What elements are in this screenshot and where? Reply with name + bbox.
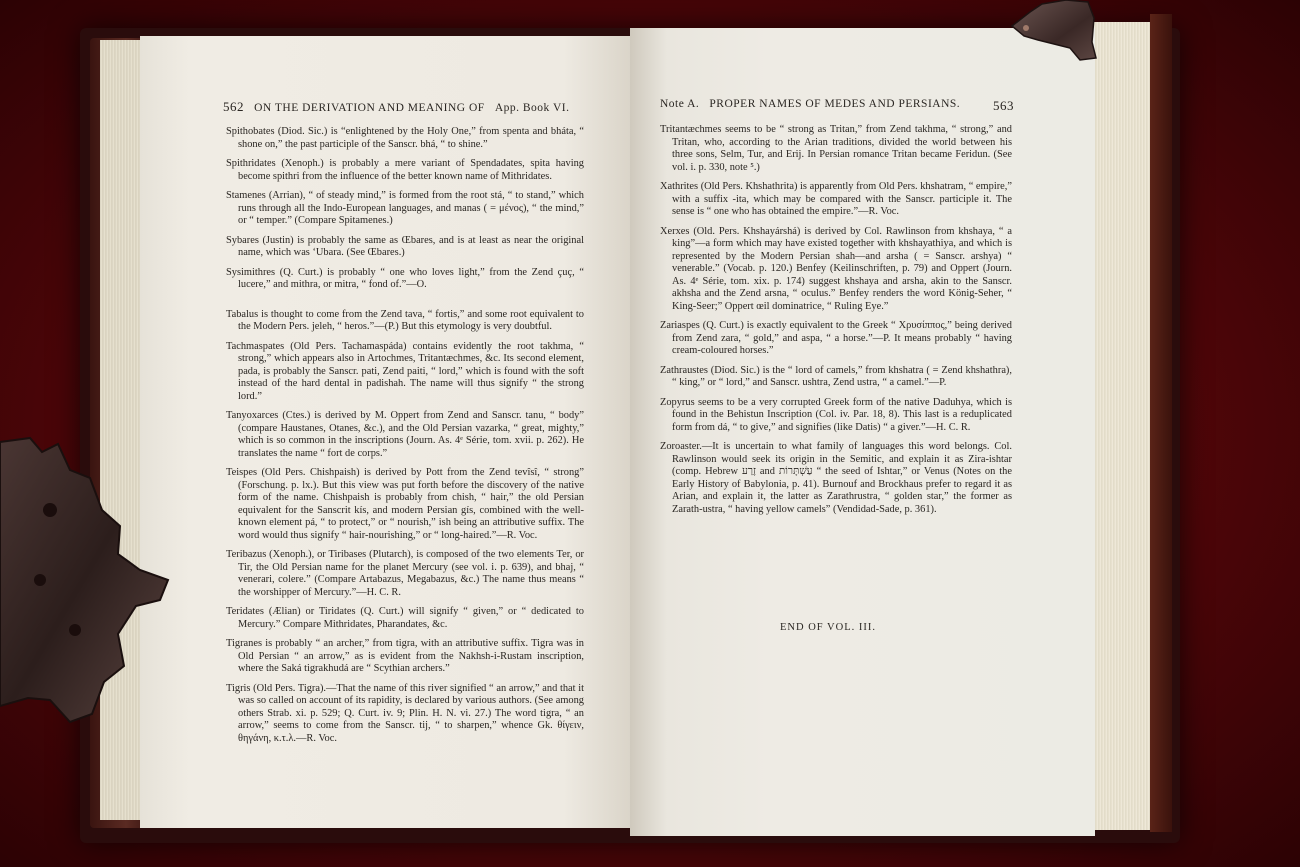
right-clasp-icon xyxy=(1008,0,1098,65)
right-running-head: PROPER NAMES OF MEDES AND PERSIANS. xyxy=(709,98,961,110)
entry-zopyrus: Zopyrus seems to be a very corrupted Greek form of the native Daduhya, which is found in the Behistun Inscription (Col. iv. Par. 18, 8). This last is a reduplicated form from dá, “ to give,” and signifies (like Datis) “ a giver.”—H. C. R. xyxy=(660,396,1012,433)
right-cover xyxy=(1150,14,1172,832)
left-page-header xyxy=(223,99,569,115)
entry-tachmaspates: Tachmaspates (Old Pers. Tachamaspáda) contains evidently the root takhma, “ strong,” which appears also in Artochmes, Tritantæchmes, &c. Its second element, pada, is probably the Sanscr. pati, Zend paiti, “ lord,” which is found with the soft instead of the hard dental in padishah. The name will thus signify “ the strong lord.” xyxy=(226,340,584,402)
entry-tigris: Tigris (Old Pers. Tigra).—That the name of this river signified “ an arrow,” and that it was so called on account of its rapidity, is declared by various authors. (See among others Strab. xi. p. 529; Q. Curt. iv. 9; Plin. H. N. vi. 27.) The word tigra, “ an arrow,” seems to come from the Sanscr. tij, “ to sharpen,” whence Gk. θίγειν, θηγάνη, κ.τ.λ.—R. Voc. xyxy=(226,682,584,744)
entry-tritantaechmes: Tritantæchmes seems to be “ strong as Tritan,” from Zend takhma, “ strong,” and Tritan, who, according to the Arian traditions, divided the world between his three sons, Selm, Tur, and Erij. In Persian romance Tritan became Feridun. (See vol. i. p. 330, note ⁵.) xyxy=(660,124,1012,173)
entry-sysimithres: Sysimithres (Q. Curt.) is probably “ one who loves light,” from the Zend çuç, “ lucere,” and mithra, or mitra, “ fond of.”—O. xyxy=(226,266,584,290)
entry-spithridates: Spithridates (Xenoph.) is probably a mere variant of Spendadates, spita having become spithri from the influence of the better known name of Mithridates. xyxy=(226,158,584,182)
right-page-number: 563 xyxy=(993,98,1014,113)
left-page xyxy=(140,36,638,828)
right-section: Note A. xyxy=(660,98,700,110)
left-section: App. Book VI. xyxy=(494,102,570,114)
left-page-body xyxy=(226,126,584,752)
right-page-body xyxy=(660,124,1012,523)
right-page-header xyxy=(660,98,1014,113)
entry-zathraustes: Zathraustes (Diod. Sic.) is the “ lord of camels,” from khshatra ( = Zend khshathra), “ king,” or “ lord,” and Sanscr. ushtra, Zend ustra, “ a camel.”—P. xyxy=(660,364,1012,388)
entry-tabalus: Tabalus is thought to come from the Zend tava, “ fortis,” and some root equivalent to the Modern Pers. jeleh, “ heros.”—(P.) But this etymology is very doubtful. xyxy=(226,308,584,332)
left-running-head: ON THE DERIVATION AND MEANING OF xyxy=(254,102,485,114)
entry-tigranes: Tigranes is probably “ an archer,” from tigra, with an attributive suffix. Tigra was in Old Persian “ an arrow,” as is evident from the Nakhsh-i-Rustam inscription, where the Saká tigrakhudá are “ Scythian archers.” xyxy=(226,638,584,674)
entry-zariaspes: Zariaspes (Q. Curt.) is exactly equivalent to the Greek “ Χρυσίππος,” being derived from Zend zara, “ gold,” and aspa, “ a horse.”—P. It means probably “ having cream-coloured horses.” xyxy=(660,320,1012,356)
left-clasp-icon xyxy=(0,430,175,730)
entry-tanyoxarces: Tanyoxarces (Ctes.) is derived by M. Oppert from Zend and Sanscr. tanu, “ body” (compare Haustanes, Otanes, &c.), and the Old Persian vazarka, “ great, mighty,” which is so common in the inscriptions (Journ. As. 4ᵉ Série, tom. xvii. p. 262). He translates the name “ fort de corps.” xyxy=(226,410,584,459)
entry-stamenes: Stamenes (Arrian), “ of steady mind,” is formed from the root stá, “ to stand,” which runs through all the Indo-European languages, and manas ( = μένος), “ the mind,” or “ temper.” (Compare Spitamenes.) xyxy=(226,190,584,226)
entry-xathrites: Xathrites (Old Pers. Khshathrita) is apparently from Old Pers. khshatram, “ empire,” with a suffix -ita, which may be compared with the Sanscr. participle it. The sense is “ one who has obtained the empire.”—R. Voc. xyxy=(660,181,1012,217)
entry-xerxes: Xerxes (Old. Pers. Khshayárshá) is derived by Col. Rawlinson from khshaya, “ a king”—a form which may have existed together with khshayathiya, and which is represented by the Modern Persian shah—and arsha ( = Sanscr. arshya) “ venerable.” (Vocab. p. 120.) Benfey (Keilinschriften, p. 79) and Oppert (Journ. As. 4ᵉ Série, tom. xix. p. 174) suggest khshaya and arsha, akin to the Sanscr. akhsha and the Zend arsna, “ oculus.” Benfey renders the word König-Seher, “ King-Seer;” Oppert œil dominatrice, “ Ruling Eye.” xyxy=(660,225,1012,312)
right-page xyxy=(630,28,1095,836)
left-page-number: 562 xyxy=(223,99,244,114)
entry-spithobates: Spithobates (Diod. Sic.) is “enlightened by the Holy One,” from spenta and bháta, “ shone on,” the past participle of the Sanscr. bhá, “ to shine.” xyxy=(226,126,584,150)
entry-zoroaster: Zoroaster.—It is uncertain to what family of languages this word belongs. Col. Rawlinson would seek its origin in the Semitic, and explain it as Zira-ishtar (comp. Hebrew זֶרַע and עַשְׁתָּרוֹת “ the seed of Ishtar,” or Venus (Notes on the Early History of Babylonia, p. 41). Burnouf and Brockhaus prefer to regard it as Arian, and explain it, the latter as Zarathrustra, “ golden star,” the former as Zarath-ustra, “ having yellow camels” (Vendidad-Sade, p. 361). xyxy=(660,441,1012,515)
entry-sybares: Sybares (Justin) is probably the same as Œbares, and is at least as near the original name, which was ‘Ubara. (See Œbares.) xyxy=(226,234,584,258)
entry-teridates: Teridates (Ælian) or Tiridates (Q. Curt.) will signify “ given,” or “ dedicated to Mercury.” Compare Mithridates, Pharandates, &c. xyxy=(226,606,584,630)
entry-teispes: Teispes (Old Pers. Chishpaish) is derived by Pott from the Zend tevîsî, “ strong” (Forschung. p. lx.). But this view was put forth before the discovery of the native form of the name. Chishpaish is probably from chish, “ hair,” the old Persian equivalent for the Sanscrit kís, and modern Persian gís, combined with the well-known element pá, “ to protect,” or “ nourish,” ish being an attributive suffix. The word would thus signify “ hair-nourishing,” or “ long-haired.”—R. Voc. xyxy=(226,467,584,541)
entry-teribazus: Teribazus (Xenoph.), or Tiribases (Plutarch), is composed of the two elements Ter, or Tir, the Old Persian name for the planet Mercury (see vol. i. p. 639), and bhaj, “ venerari, colere.” (Compare Artabazus, Megabazus, &c.) The name thus means “ the worshipper of Mercury.”—H. C. R. xyxy=(226,549,584,598)
end-of-volume-note: END OF VOL. III. xyxy=(780,622,877,633)
